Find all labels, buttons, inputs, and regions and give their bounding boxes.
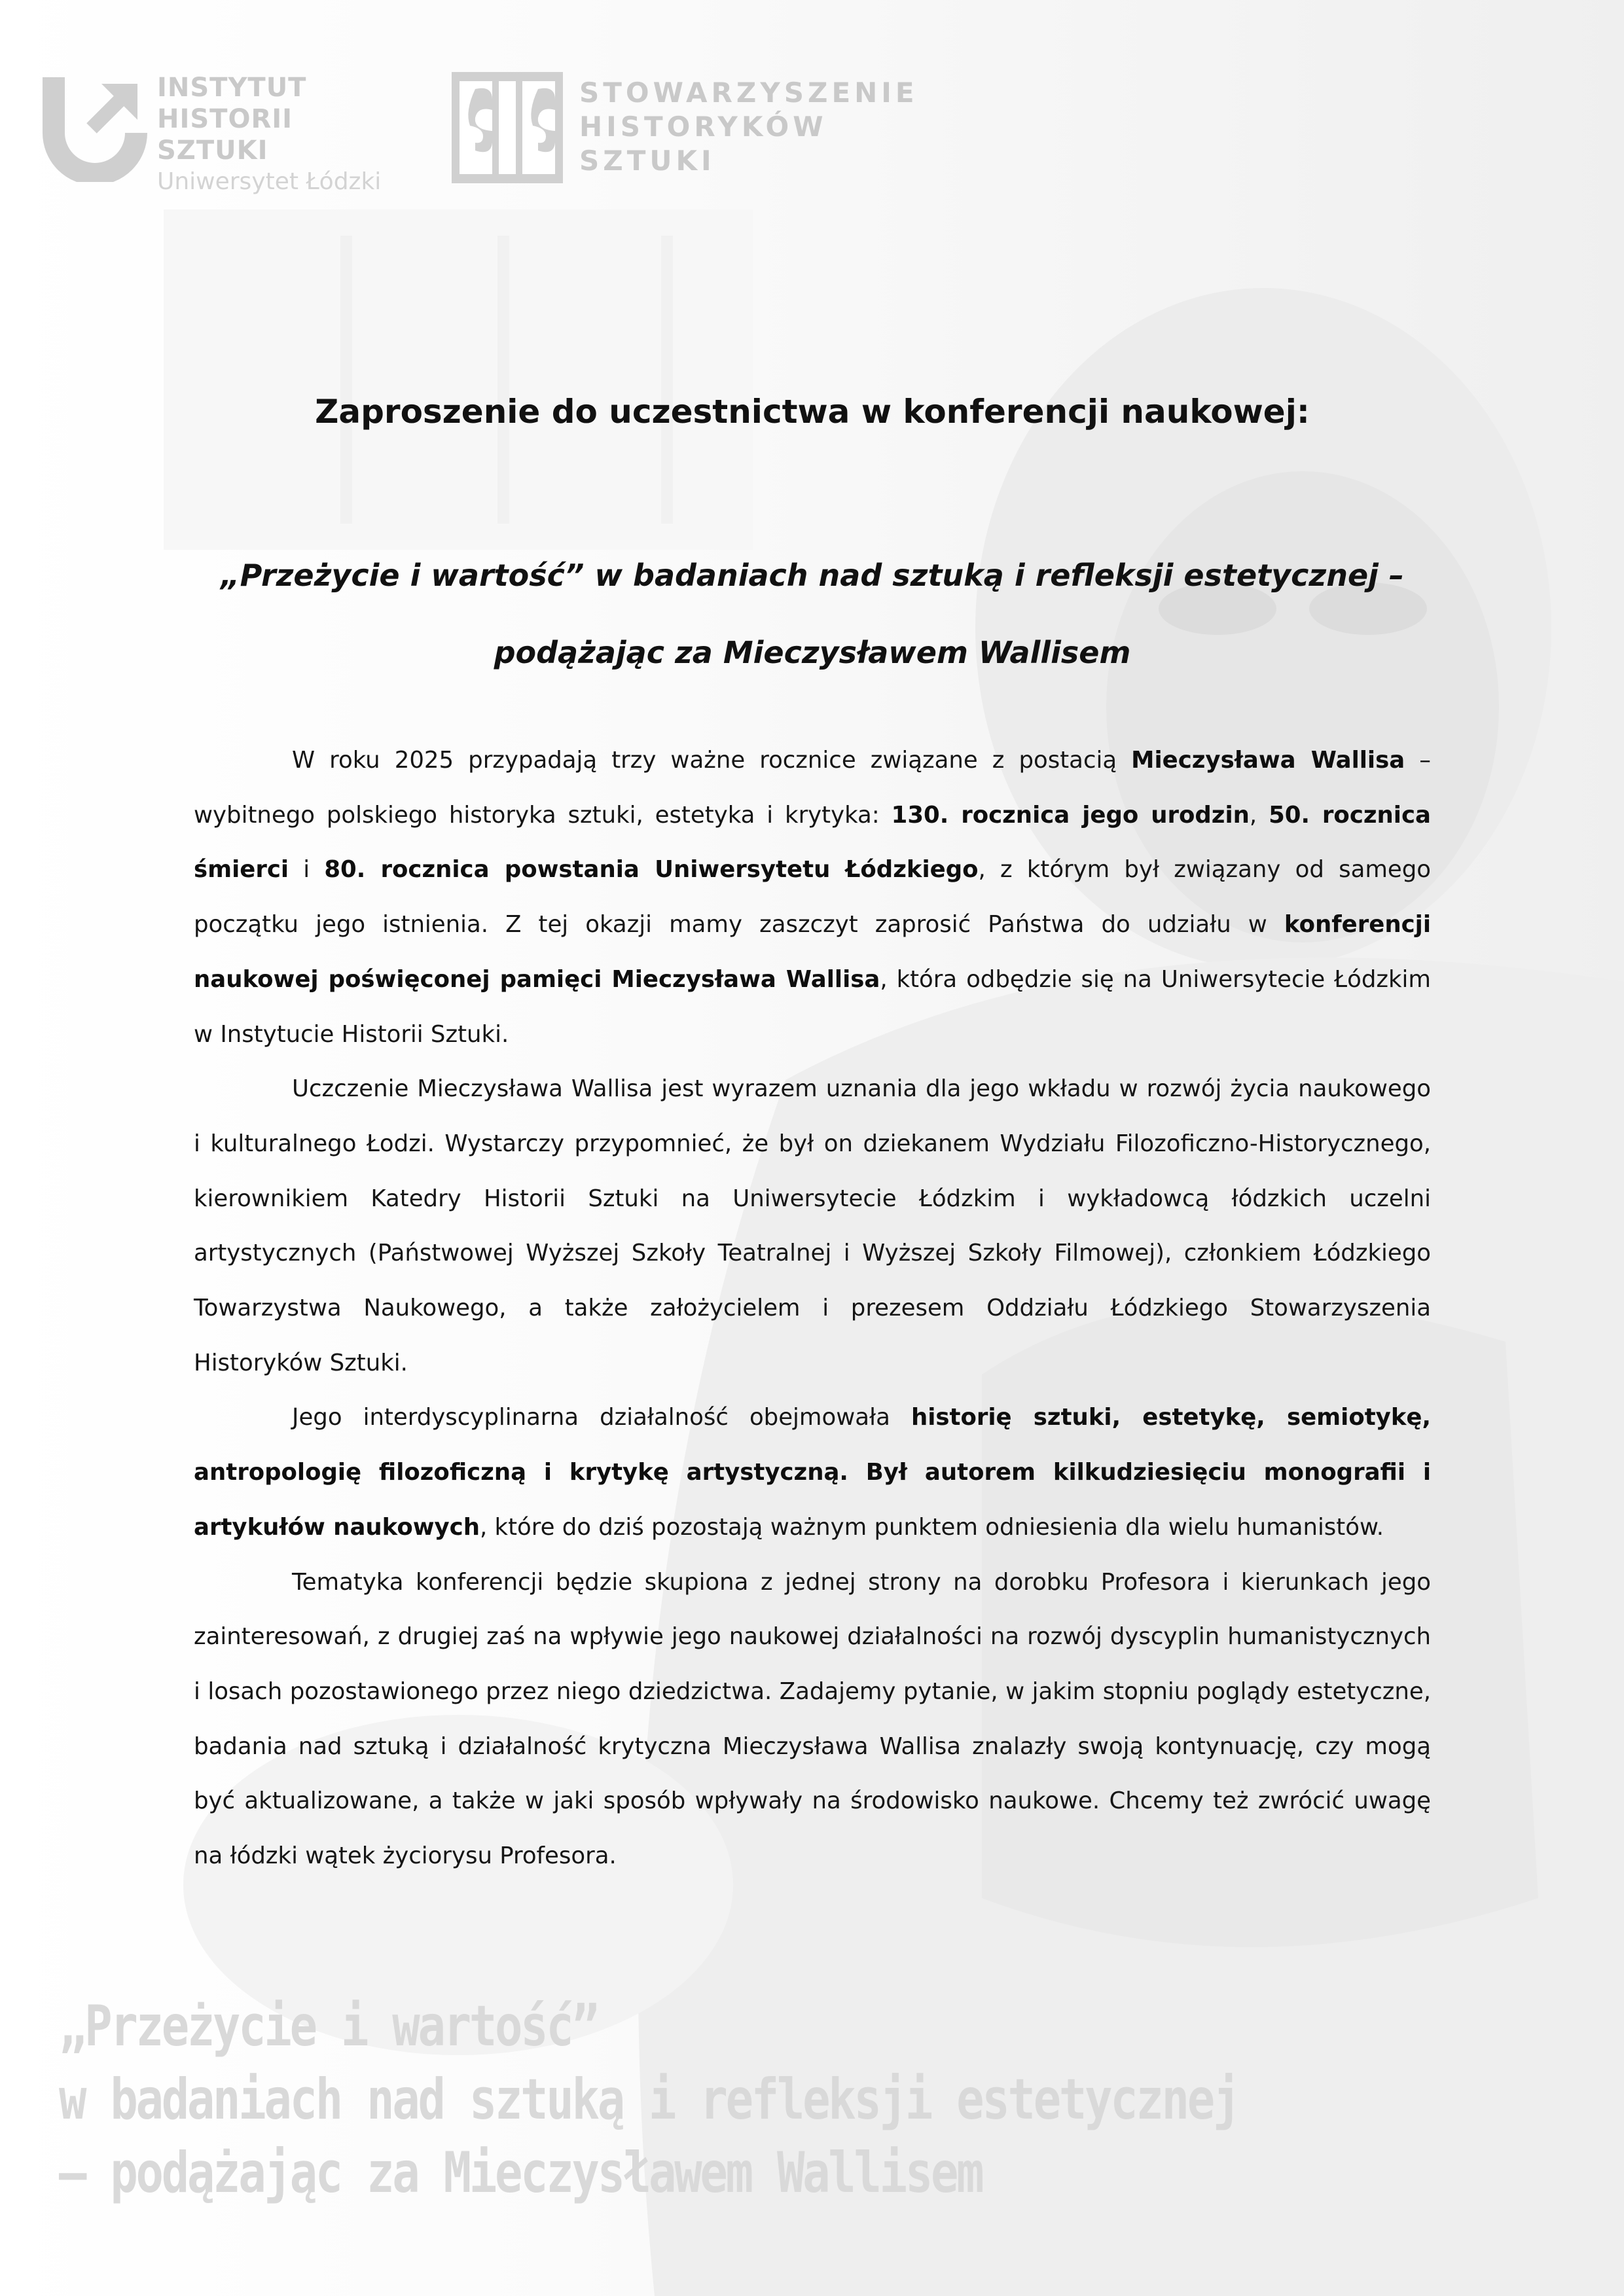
association-name-line3: SZTUKI	[579, 145, 715, 177]
footer-line3: – podążając za Mieczysławem Wallisem	[59, 2140, 983, 2206]
document-title: Zaproszenie do uczestnictwa w konferencji naukowej:	[315, 393, 1310, 431]
text-run: , z którym był związany od samego początku jego istnienia. Z tej okazji mamy zaszczyt zaprosić Państwa do udziału w	[194, 856, 1432, 939]
association-name-line1: STOWARZYSZENIE	[579, 77, 918, 109]
bold-run: 80. rocznica powstania Uniwersytetu Łódzkiego	[324, 856, 979, 884]
bold-run: historię sztuki, estetykę, semiotykę, antropologię filozoficzną i krytykę artystyczną. Był autorem kilkudziesięciu monografii i artykułów naukowych	[194, 1404, 1431, 1541]
association-logo	[452, 72, 962, 190]
text-run: , które do dziś pozostają ważnym punktem odniesienia dla wielu humanistów.	[479, 1513, 1384, 1541]
text-run: – wybitnego polskiego historyka sztuki, estetyka i krytyka:	[194, 747, 1431, 829]
footer-conference-title	[59, 1990, 1238, 2210]
paragraph-research	[194, 1390, 1431, 1554]
text-run: , która odbędzie się na Uniwersytecie Łódzkim w Instytucie Historii Sztuki.	[194, 965, 1431, 1048]
text-run: W roku 2025 przypadają trzy ważne rocznice związane z postacią	[292, 747, 1132, 774]
text-run: i	[289, 856, 325, 884]
institute-university: Uniwersytet Łódzki	[157, 168, 382, 195]
institute-name-line2: HISTORII SZTUKI	[157, 104, 293, 166]
bold-run: 50. rocznica śmierci	[194, 801, 1431, 884]
institute-name-line1: INSTYTUT	[157, 73, 307, 103]
institute-logo	[39, 71, 406, 195]
shs-monogram-logo-icon	[452, 72, 563, 183]
bold-run: konferencji naukowej poświęconej pamięci Mieczysława Wallisa	[194, 911, 1431, 993]
text-run: Jego interdyscyplinarna działalność obejmowała	[292, 1404, 911, 1431]
footer-line2: w badaniach nad sztuką i refleksji estetycznej	[59, 2067, 1239, 2132]
association-name-line2: HISTORYKÓW	[579, 111, 827, 143]
paragraph-anniversaries	[194, 733, 1431, 1062]
document-body	[194, 733, 1431, 1884]
paragraph-tribute: Uczczenie Mieczysława Wallisa jest wyrazem uznania dla jego wkładu w rozwój życia naukowego i kulturalnego Łodzi. Wystarczy przypomnieć, że był on dziekanem Wydziału Filozoficzno-Historycznego, kierownikiem Katedry Historii Sztuki na Uniwersytecie Łódzkim i wykładowcą łódzkich uczelni artystycznych (Państwowej Wyższej Szkoły Teatralnej i Wyższej Szkoły Filmowej), członkiem Łódzkiego Towarzystwa Naukowego, a także założycielem i prezesem Oddziału Łódzkiego Stowarzyszenia Historyków Sztuki.	[194, 1075, 1431, 1376]
footer-line1: „Przeżycie i wartość”	[59, 1994, 598, 2059]
bold-run: 130. rocznica jego urodzin	[891, 801, 1250, 829]
bold-run: Mieczysława Wallisa	[1131, 747, 1405, 774]
conference-title-line1: „Przeżycie i wartość” w badaniach nad sztuką i refleksji estetycznej –	[221, 558, 1404, 593]
conference-title-line2: podążając za Mieczysławem Wallisem	[494, 635, 1131, 670]
u-arrow-logo-icon	[39, 71, 151, 182]
paragraph-conference-topics: Tematyka konferencji będzie skupiona z jednej strony na dorobku Profesora i kierunkach jego zainteresowań, z drugiej zaś na wpływie jego naukowej działalności na rozwój dyscyplin humanistycznych i losach pozostawionego przez niego dziedzictwa. Zadajemy pytanie, w jakim stopniu poglądy estetyczne, badania nad sztuką i działalność krytyczna Mieczysława Wallisa znalazły swoją kontynuację, czy mogą być aktualizowane, a także w jaki sposób wpływały na środowisko naukowe. Chcemy też zwrócić uwagę na łódzki wątek życiorysu Profesora.	[194, 1568, 1431, 1870]
conference-title	[194, 537, 1431, 691]
text-run: ,	[1249, 801, 1269, 829]
